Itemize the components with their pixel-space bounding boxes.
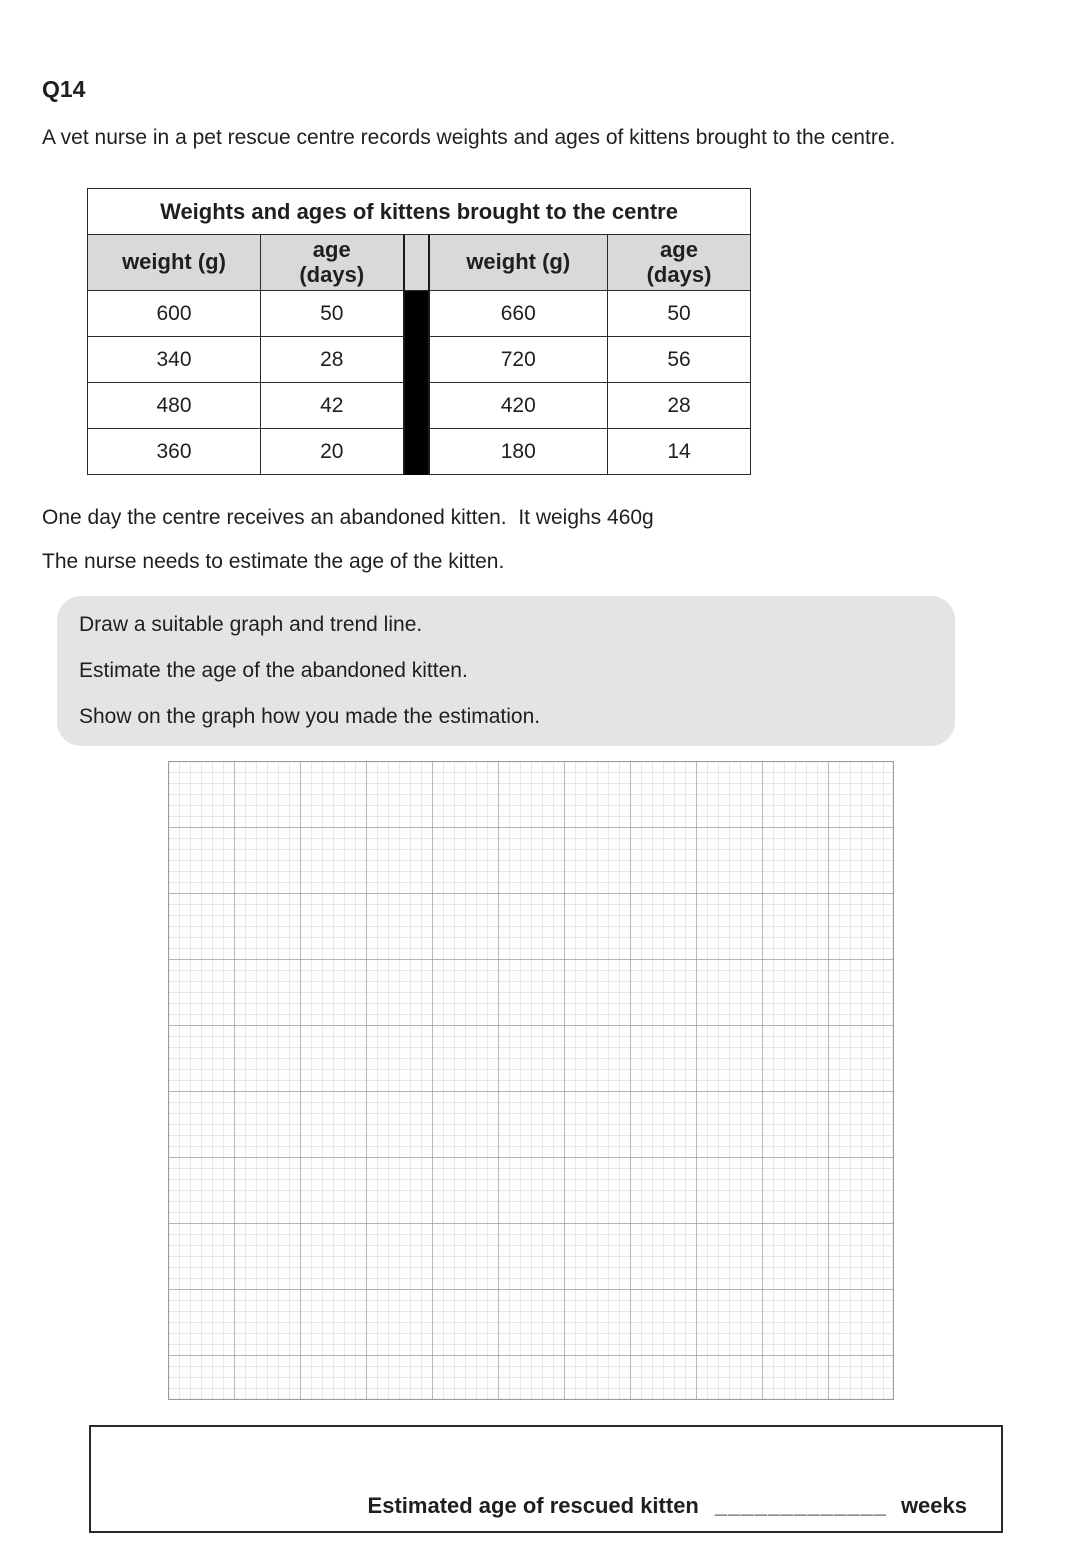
instruction-estimate-age: Estimate the age of the abandoned kitten. (79, 659, 468, 682)
answer-unit: weeks (900, 1493, 967, 1518)
cell-weight: 180 (429, 429, 608, 475)
cell-age: 20 (261, 429, 404, 475)
answer-line (368, 1493, 967, 1519)
cell-age: 28 (608, 383, 751, 429)
answer-label: Estimated age of rescued kitten (367, 1493, 699, 1518)
table-row (88, 383, 751, 429)
cell-weight: 340 (88, 337, 261, 383)
paragraph-estimate-age: The nurse needs to estimate the age of the kitten. (42, 550, 505, 573)
header-weight-right: weight (g) (429, 235, 608, 291)
separator-column-header (404, 235, 429, 291)
answer-box (89, 1425, 1003, 1533)
separator-column (404, 337, 429, 383)
header-age-right (608, 235, 751, 291)
graph-paper-area[interactable] (168, 761, 894, 1400)
cell-age: 42 (261, 383, 404, 429)
instruction-show-estimation: Show on the graph how you made the estimation. (79, 705, 541, 728)
table-title-row (88, 189, 751, 235)
instruction-box (57, 596, 955, 746)
table-row (88, 429, 751, 475)
question-number: Q14 (42, 76, 86, 102)
cell-age: 50 (261, 291, 404, 337)
answer-blank-field[interactable]: _____________ (714, 1493, 887, 1518)
table-header-row (88, 235, 751, 291)
table-title: Weights and ages of kittens brought to the centre (88, 189, 751, 235)
table-row (88, 291, 751, 337)
cell-age: 14 (608, 429, 751, 475)
header-age-left (261, 235, 404, 291)
cell-weight: 720 (429, 337, 608, 383)
separator-column (404, 383, 429, 429)
header-age-left-line1: age (312, 236, 351, 262)
header-age-left-line2: (days) (299, 261, 365, 287)
cell-age: 56 (608, 337, 751, 383)
instruction-draw-graph: Draw a suitable graph and trend line. (79, 613, 423, 636)
graph-paper-grid (168, 761, 894, 1400)
separator-column (404, 291, 429, 337)
cell-weight: 420 (429, 383, 608, 429)
cell-age: 50 (608, 291, 751, 337)
table-row (88, 337, 751, 383)
paragraph-receives-kitten: One day the centre receives an abandoned kitten. It weighs 460g (42, 506, 654, 529)
separator-column (404, 429, 429, 475)
cell-age: 28 (261, 337, 404, 383)
header-age-right-line2: (days) (646, 261, 712, 287)
kitten-data-table (87, 188, 751, 475)
cell-weight: 600 (88, 291, 261, 337)
cell-weight: 660 (429, 291, 608, 337)
header-weight-left: weight (g) (88, 235, 261, 291)
header-age-right-line1: age (660, 236, 698, 262)
intro-text: A vet nurse in a pet rescue centre records weights and ages of kittens brought to the centre. (42, 126, 896, 149)
cell-weight: 480 (88, 383, 261, 429)
cell-weight: 360 (88, 429, 261, 475)
